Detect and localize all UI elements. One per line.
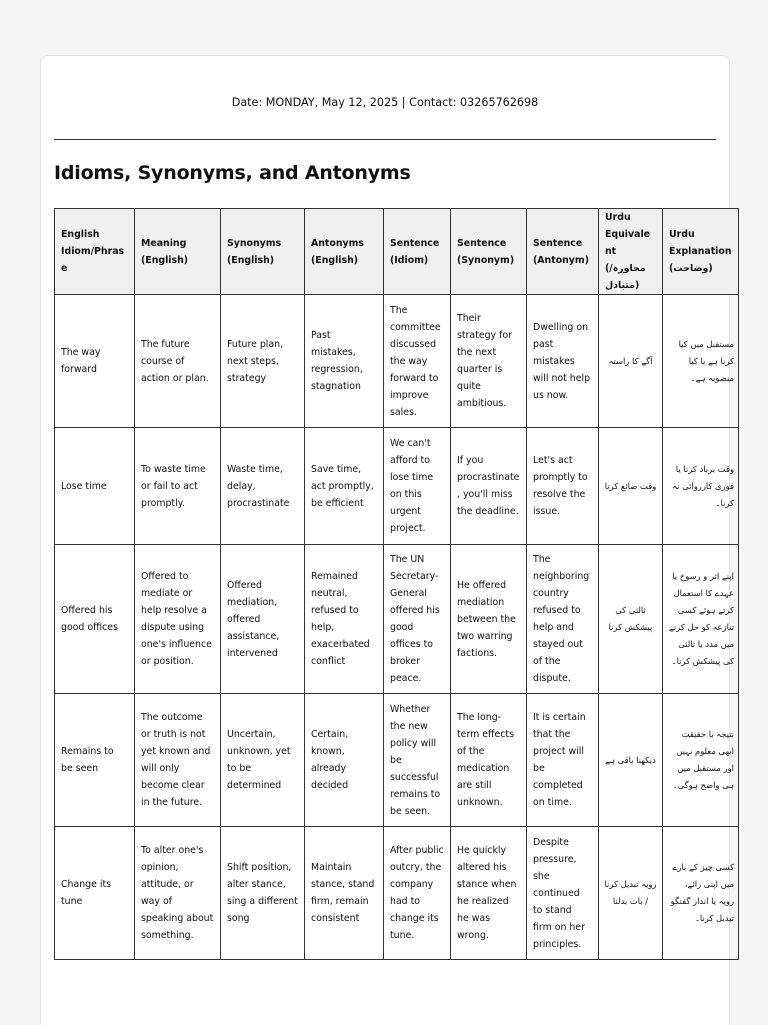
cell-sentence-idiom: We can't afford to lose time on this urgent project. [384,428,451,545]
cell-antonyms: Save time, act promptly, be efficient [305,428,384,545]
cell-sentence-antonym: Despite pressure, she continued to stand firm on her principles. [527,827,599,960]
cell-urdu-equivalent: ثالثی کی پیشکش کرنا [599,545,663,694]
cell-sentence-synonym: He offered mediation between the two warring factions. [451,545,527,694]
cell-meaning: To alter one's opinion, attitude, or way of speaking about something. [135,827,221,960]
cell-synonyms: Uncertain, unknown, yet to be determined [221,694,305,827]
cell-meaning: The future course of action or plan. [135,295,221,428]
table-row [55,295,739,428]
cell-sentence-antonym: It is certain that the project will be completed on time. [527,694,599,827]
table-row [55,694,739,827]
table-header-row [55,209,739,295]
header-sentence-antonym: Sentence (Antonym) [527,209,599,295]
cell-urdu-explanation: نتیجہ یا حقیقت ابھی معلوم نہیں اور مستقبل میں ہی واضح ہوگی۔ [663,694,739,827]
cell-urdu-explanation: وقت برباد کرنا یا فوری کارروائی نہ کرنا۔ [663,428,739,545]
cell-idiom: Lose time [55,428,135,545]
cell-meaning: To waste time or fail to act promptly. [135,428,221,545]
header-urdu-explanation: Urdu Explanation (وضاحت) [663,209,739,295]
cell-synonyms: Offered mediation, offered assistance, intervened [221,545,305,694]
date-contact-line: Date: MONDAY, May 12, 2025 | Contact: 03265762698 [231,96,539,109]
cell-idiom: Remains to be seen [55,694,135,827]
cell-sentence-antonym: Dwelling on past mistakes will not help us now. [527,295,599,428]
cell-sentence-synonym: The long-term effects of the medication are still unknown. [451,694,527,827]
cell-meaning: The outcome or truth is not yet known and will only become clear in the future. [135,694,221,827]
cell-sentence-idiom: After public outcry, the company had to change its tune. [384,827,451,960]
document-title: Idioms, Synonyms, and Antonyms [54,162,411,184]
cell-antonyms: Remained neutral, refused to help, exacerbated conflict [305,545,384,694]
header-divider [54,139,716,140]
idioms-table [54,208,739,960]
cell-synonyms: Future plan, next steps, strategy [221,295,305,428]
table-row [55,545,739,694]
cell-meaning: Offered to mediate or help resolve a dispute using one's influence or position. [135,545,221,694]
cell-idiom: Change its tune [55,827,135,960]
cell-antonyms: Certain, known, already decided [305,694,384,827]
cell-sentence-idiom: The committee discussed the way forward to improve sales. [384,295,451,428]
header-english-idiom: English Idiom/Phrase [55,209,135,295]
cell-urdu-equivalent: رویہ تبدیل کرنا / بات بدلنا [599,827,663,960]
cell-sentence-synonym: If you procrastinate, you'll miss the deadline. [451,428,527,545]
cell-urdu-explanation: مستقبل میں کیا کرنا ہے یا کیا منصوبہ ہے۔ [663,295,739,428]
header-synonyms: Synonyms (English) [221,209,305,295]
header-sentence-idiom: Sentence (Idiom) [384,209,451,295]
cell-sentence-synonym: He quickly altered his stance when he realized he was wrong. [451,827,527,960]
header-sentence-synonym: Sentence (Synonym) [451,209,527,295]
table-row [55,428,739,545]
cell-synonyms: Shift position, alter stance, sing a different song [221,827,305,960]
cell-urdu-equivalent: آگے کا راستہ [599,295,663,428]
cell-sentence-idiom: Whether the new policy will be successful remains to be seen. [384,694,451,827]
cell-sentence-antonym: Let's act promptly to resolve the issue. [527,428,599,545]
cell-antonyms: Past mistakes, regression, stagnation [305,295,384,428]
document-page [40,55,734,1025]
header-meaning: Meaning (English) [135,209,221,295]
cell-sentence-antonym: The neighboring country refused to help and stayed out of the dispute. [527,545,599,694]
cell-idiom: Offered his good offices [55,545,135,694]
header-urdu-equivalent: Urdu Equivalent (محاورہ/ متبادل) [599,209,663,295]
cell-idiom: The way forward [55,295,135,428]
cell-antonyms: Maintain stance, stand firm, remain consistent [305,827,384,960]
cell-urdu-explanation: اپنے اثر و رسوخ یا عہدے کا استعمال کرتے ہوئے کسی تنازعہ کو حل کرنے میں مدد یا ثالثی کی پیشکش کرنا۔ [663,545,739,694]
cell-urdu-equivalent: وقت ضائع کرنا [599,428,663,545]
idioms-table-container [54,208,734,960]
cell-urdu-explanation: کسی چیز کے بارے میں اپنی رائے، رویہ یا انداز گفتگو تبدیل کرنا۔ [663,827,739,960]
cell-urdu-equivalent: دیکھنا باقی ہے [599,694,663,827]
cell-sentence-synonym: Their strategy for the next quarter is quite ambitious. [451,295,527,428]
cell-synonyms: Waste time, delay, procrastinate [221,428,305,545]
cell-sentence-idiom: The UN Secretary-General offered his good offices to broker peace. [384,545,451,694]
table-row [55,827,739,960]
header-antonyms: Antonyms (English) [305,209,384,295]
